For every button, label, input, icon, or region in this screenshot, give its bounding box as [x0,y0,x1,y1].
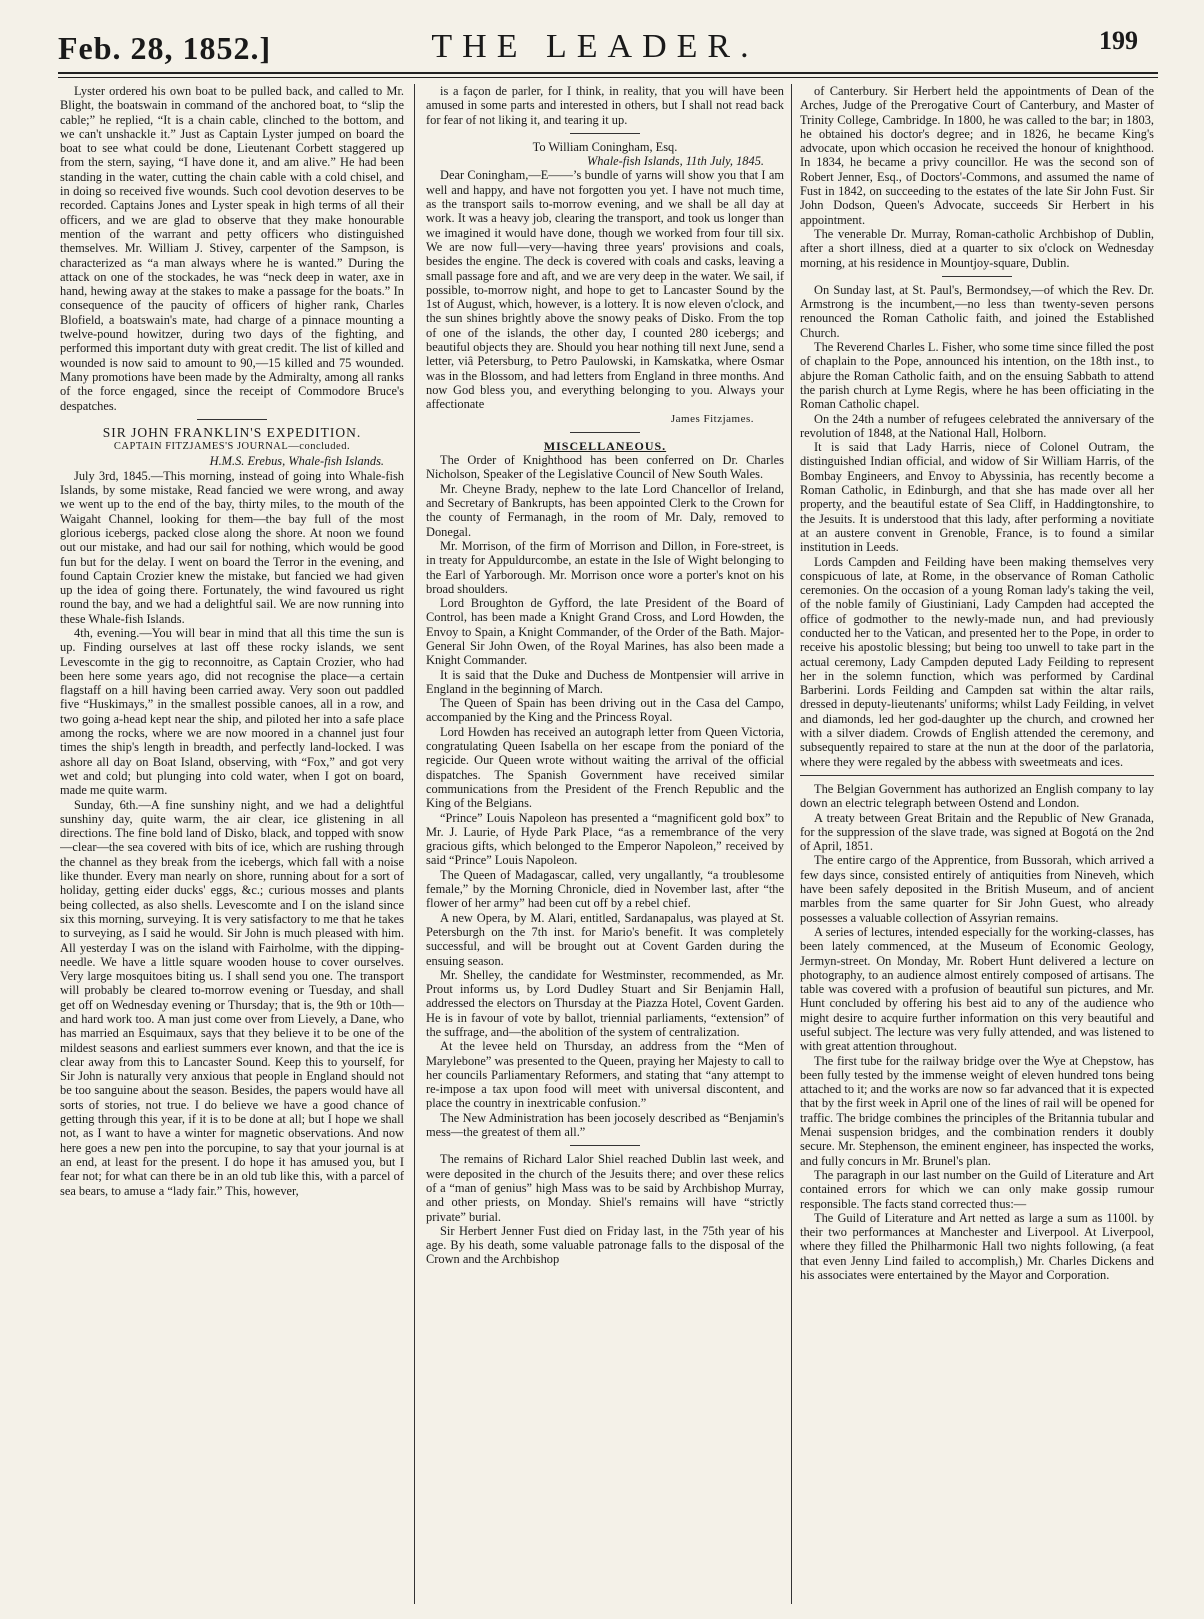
news-item: Lords Campden and Feilding have been making themselves very conspicuous of late, at Rome, in the observance of Roman Catholic ceremonies. On the occasion of a young Roman lady's taking the veil, of the noble family of Giustiniani, Lady Campden had accepted the office of godmother to the newly-made nun, and had previously conducted her to the Vatican, and presented her to the Pope, in order to receive his apostolic blessing; but being too unwell to take part in the actual ceremony, Lady Campden deputed Lady Feilding to represent her in the solemn function, which was performed by Cardinal Barberini. Lords Feilding and Campden sat within the altar rails, dressed in deputy-lieutenants' uniforms; whilst Lady Feilding, in velvet and diamonds, led her god-daughter up the church, and crowned her with a silver diadem. Crowds of English attended the ceremony, and subsequently repaired to stare at the nun at the door of the parlatoria, where they were regaled by the abbess with sweetmeats and ices. [800,554,1154,769]
column-3 [800,84,1154,1604]
issue-date: Feb. 28, 1852.] [58,30,272,66]
article-paragraph: Dear Coningham,—E——’s bundle of yarns will show you that I am well and happy, and have not forgotten you yet. I have not much time, as the transport sails to-morrow evening, and we shall be all day at work. It was a heavy job, clearing the transport, and took us longer than we imagined it would have done, though we worked from four till six. We are now full—very—having three years' provisions and coals, besides the engine. The deck is covered with coals and casks, leaving a small passage fore and aft, and we are very deep in the water. We sail, if possible, to-morrow night, and hope to get to Lancaster Sound by the 1st of August, which, however, is a lottery. It is now eleven o'clock, and the sun shines brightly above the snowy peaks of Disko. From the top of one of the islands, the other day, I counted 280 icebergs; and beautiful objects they are. Should you hear nothing till next June, send a letter, viâ Petersburg, to Petro Paulowski, in Kamskatka, where Osmar was in the Blossom, and had letters from England in three months. And now God bless you, and everything belonging to you. Always your affectionate [426,168,784,412]
column-1 [60,84,404,1604]
news-item: “Prince” Louis Napoleon has presented a “magnificent gold box” to Mr. J. Laurie, of Hyde Park Place, “as a remembrance of the very gracious gifts, which belonged to the Emperor Napoleon,” received by said “Prince” Louis Napoleon. [426,810,784,868]
column-divider [414,84,415,1604]
article-paragraph: is a façon de parler, for I think, in reality, that you will have been amused in some parts and interested in others, but I shall not read back for fear of not liking it, and tearing it up. [426,84,784,127]
news-item: A treaty between Great Britain and the Republic of New Granada, for the suppression of the slave trade, was signed at Bogotá on the 2nd of April, 1851. [800,810,1154,854]
news-item: Lord Broughton de Gyfford, the late President of the Board of Control, has been made a Knight Grand Cross, and Lord Howden, the Envoy to Spain, a Knight Commander, of the Order of the Bath. Major-General Sir John Owen, of the Royal Marines, has also been made a Knight Commander. [426,596,784,668]
news-item: The venerable Dr. Murray, Roman-catholic Archbishop of Dublin, after a short illness, died at a quarter to six o'clock on Wednesday morning, at his residence in Mountjoy-square, Dublin. [800,226,1154,270]
news-item: The entire cargo of the Apprentice, from Bussorah, which arrived a few days since, consisted entirely of antiquities from Nineveh, which have been safely deposited in the British Museum, and of ancient marbles from the same quarter for Sir John Guest, who already possesses a valuable collection of Assyrian remains. [800,853,1154,925]
miscellaneous-heading: MISCELLANEOUS. [543,438,667,453]
article-paragraph: July 3rd, 1845.—This morning, instead of going into Whale-fish Islands, by some mistake, Read fancied we were wrong, and away we went up to the end of the bay, thirty miles, to the mouth of the Waigaht Channel, looking for them—the bay full of the most glorious icebergs, packed close along the shore. At noon we found out our mistake, and had our sail for nothing, which would be good fun but for the delay. I went on board the Terror in the evening, and found Captain Crozier knew the mistake, but fancied we had given up the idea of going there. Fortunately, the wind favoured us right round the bay, and we had a delightful sail. We are now running into these Whale-fish Islands. [60,468,404,626]
news-item: The paragraph in our last number on the Guild of Literature and Art contained errors for which we can only make gossip rumour responsible. The facts stand corrected thus:— [800,1167,1154,1211]
section-separator [800,775,1154,776]
newspaper-title: THE LEADER. [431,28,759,65]
news-item: Mr. Morrison, of the firm of Morrison and Dillon, in Fore-street, is in treaty for Appuldurcombe, an estate in the Isle of Wight belonging to the Earl of Yarborough. Mr. Morrison once wore a porter's knot on his broad shoulders. [426,538,784,596]
news-item: The Order of Knighthood has been conferred on Dr. Charles Nicholson, Speaker of the Legislative Council of New South Wales. [426,453,784,482]
article-subheading: CAPTAIN FITZJAMES'S JOURNAL—concluded. [113,441,351,453]
news-item: The Reverend Charles L. Fisher, who some time since filled the post of chaplain to the Pope, announced his intention, on the 18th inst., to abjure the Roman Catholic faith, and on the ensuing Sabbath to attend the parish church at Lyme Regis, where he has been officiating in the Roman Catholic chapel. [800,340,1154,412]
news-item: At the levee held on Thursday, an address from the “Men of Marylebone” was presented to the Queen, praying her Majesty to call to her councils Parliamentary Reformers, and stating that “any attempt to re-impose a tax upon food will meet with universal discontent, and place the country in inextricable confusion.” [426,1039,784,1111]
news-item: The Queen of Madagascar, called, very ungallantly, “a troublesome female,” by the Morning Chronicle, died in November last, after “the flower of her army” had been cut off by a rebel chief. [426,867,784,911]
article-dateline: H.M.S. Erebus, Whale-fish Islands. [209,454,384,469]
article-paragraph: 4th, evening.—You will bear in mind that all this time the sun is up. Finding ourselves at last off these rocky islands, we sent Levescomte in the gig to reconnoitre, as Captain Crozier, who had been here some years ago, did not recognise the place—a certain flagstaff on a hill having been carried away. Very soon out paddled five “Huskimays,” in the smallest possible canoes, all in a row, and two going a-head kept near the ship, and piloted her into a safe place among the rocks, where we are now moored in a channel just four times the ship's length in breadth, and perfectly land-locked. I was ashore all day on Boat Island, observing, with “Fox,” and got very wet and cold; but plunging into cold water, when I got on board, made me quite warm. [60,625,404,798]
column-divider [791,84,792,1604]
news-item: of Canterbury. Sir Herbert held the appointments of Dean of the Arches, Judge of the Prerogative Court of Canterbury, and Master of Trinity College, Cambridge. In 1800, he was called to the bar; in 1803, he obtained his doctor's degree; and in 1826, he became King's advocate, upon which occasion he received the honour of knighthood. In 1834, he became a privy councillor. He was the second son of Robert Jenner, Esq., of Doctors'-Commons, and assumed the name of Fust in 1842, on succeeding to the estates of the late Sir John Fust. Sir John Dodson, Queen's Advocate, succeeds Sir Herbert in his appointment. [800,84,1154,227]
news-item: The Guild of Literature and Art netted as large a sum as 1100l. by their two performances at Manchester and Liverpool. At Liverpool, where they filled the Philharmonic Hall two nights following, (a feat that even Jenny Lind failed to accomplish,) Mr. Charles Dickens and his associates were entertained by the Mayor and Corporation. [800,1210,1154,1283]
letter-heading: To William Coningham, Esq. [532,139,678,154]
news-item: Lord Howden has received an autograph letter from Queen Victoria, congratulating Queen Isabella on her escape from the poniard of the regicide. Our Queen wrote without waiting the arrival of the official dispatches. The Spanish Government have received similar communications from the President of the French Republic and the King of the Belgians. [426,724,784,811]
news-item: On Sunday last, at St. Paul's, Bermondsey,—of which the Rev. Dr. Armstrong is the incumbent,—no less than twenty-seven persons renounced the Roman Catholic faith, and joined the Established Church. [800,282,1154,340]
masthead [30,20,1160,80]
letter-dateline: Whale-fish Islands, 11th July, 1845. [586,154,764,169]
news-item: On the 24th a number of refugees celebrated the anniversary of the revolution of 1848, at the National Hall, Holborn. [800,411,1154,440]
section-separator [570,432,640,433]
news-item: A new Opera, by M. Alari, entitled, Sardanapalus, was played at St. Petersburgh on the 7th inst. for Mario's benefit. It was completely successful, and will be brought out at Covent Garden during the ensuing season. [426,910,784,968]
news-item: Sir Herbert Jenner Fust died on Friday last, in the 75th year of his age. By his death, some valuable patronage falls to the disposal of the Crown and the Archbishop [426,1223,784,1267]
news-item: Mr. Cheyne Brady, nephew to the late Lord Chancellor of Ireland, and Secretary of Bankrupts, has been appointed Clerk to the Crown for the county of Fermanagh, in the room of Mr. Daly, removed to Donegal. [426,481,784,539]
news-item: Mr. Shelley, the candidate for Westminster, recommended, as Mr. Prout informs us, by Lord Dudley Stuart and Sir Benjamin Hall, addressed the electors on Thursday at the Piazza Hotel, Covent Garden. He is in favour of vote by ballot, triennial parliaments, “extension” of the suffrage, and—the abolition of the system of centralization. [426,967,784,1039]
section-separator [197,419,267,420]
news-item: The Belgian Government has authorized an English company to lay down an electric telegraph between Ostend and London. [800,781,1154,811]
letter-signature: James Fitzjames. [670,412,754,425]
column-2 [426,84,784,1604]
page-number: 199 [1099,26,1138,55]
section-separator [942,276,1012,277]
news-item: A series of lectures, intended especially for the working-classes, has been lately commenced, at the Museum of Economic Geology, Jermyn-street. On Monday, Mr. Robert Hunt delivered a lecture on photography, to an audience almost entirely composed of artisans. The table was covered with a profusion of beautiful sun pictures, and Mr. Hunt concluded by offering his best aid to any of the audience who might desire to acquire further information on this very beautiful and useful subject. The lecture was very fully attended, and was listened to with great attention throughout. [800,924,1154,1054]
news-item: The remains of Richard Lalor Shiel reached Dublin last week, and were deposited in the church of the Jesuits there; and over these relics of a “man of genius” high Mass was to be said by Archbishop Murray, and other priests, on Monday. Shiel's remains will have “strictly private” burial. [426,1152,784,1224]
section-separator [570,133,640,134]
news-item: The first tube for the railway bridge over the Wye at Chepstow, has been fully tested by the immense weight of eleven hundred tons being attached to it; and the works are now so far advanced that it is expected that by the first week in April one of the lines of rail will be opened for traffic. The bridge combines the principles of the Britannia tubular and Menai suspension bridges, and the combination renders it doubly secure. Mr. Stephenson, the eminent engineer, has inspected the works, and fully concurs in Mr. Brunel's plan. [800,1053,1154,1168]
news-item: The New Administration has been jocosely described as “Benjamin's mess—the greatest of them all.” [426,1110,784,1140]
article-heading: SIR JOHN FRANKLIN'S EXPEDITION. [102,424,362,440]
article-paragraph: Sunday, 6th.—A fine sunshiny night, and we had a delightful sunshiny day, quite warm, the air clear, ice glistening in all directions. The fine bold land of Disko, black, and topped with snow—clear—the sea covered with bits of ice, which are rushing through the channel as they break from the icebergs, which fall with a noise like thunder. Every man nearly on shore, running about for a sort of holiday, getting eider ducks' eggs, &c.; curious mosses and plants being collected, as also shells. Levescomte and I on the island since six this morning, surveying. It is very satisfactory to me that he takes to surveying, as I said he would. Sir John is much pleased with him. All yesterday I was on the island with Fairholme, with the dipping-needle. We have a little square wooden house to cover ourselves. Very large mosquitoes biting us. I shall send you one. The transport will probably be cleared to-morrow evening or Tuesday, and shall get off on Wednesday evening or Thursday; that is, the 9th or 10th—and hard work too. A man just come over from Lievely, a Dane, who has married an Esquimaux, says that they believe it to be one of the mildest seasons and earliest summers ever known, and that the ice is clear away from this to Lancaster Sound. Keep this to yourself, for Sir John is naturally very anxious that people in England should not be too sanguine about the season. Besides, the papers would have all sorts of stories, not true. I do believe we have a good chance of getting through this year, if it is to be done at all; but I hope we shall not, as I want to have a winter for magnetic observations. And now here goes a new pen into the porcupine, to say that your journal is at an end, at least for the present. I do hope it has amused you, but I fear not; for what can there be in an old tub like this, with a parcel of sea bears, to amuse a “lady fair.” This, however, [60,797,404,1198]
news-item: The Queen of Spain has been driving out in the Casa del Campo, accompanied by the King and the Princess Royal. [426,696,784,725]
news-item: It is said that Lady Harris, niece of Colonel Outram, the distinguished Indian official, and widow of Sir William Harris, of the Bombay Engineers, and Envoy to Abyssinia, has recently become a Roman Catholic, in Edinburgh, and that she has made over all her property, and the beautiful estate of Sea Cliff, in Haddingtonshire, to the Jesuits. It is understood that this lady, after performing a novitiate at an austere convent in Grenoble, France, is to found a similar institution in Leeds. [800,440,1154,555]
section-separator [570,1145,640,1146]
masthead-rule [58,72,1158,74]
masthead-rule-thin [58,77,1158,78]
article-paragraph: Lyster ordered his own boat to be pulled back, and called to Mr. Blight, the boatswain in command of the anchored boat, to “slip the cable;” he replied, “It is a chain cable, clinched to the bottom, and we can't unshackle it.” Just as Captain Lyster jumped on board the boat to see what could be done, Lieutenant Corbett staggered up from the stern, saying, “I have done it, and am alive.” He had been standing in the water, cutting the chain cable with a cold chisel, and in doing so received five wounds. Such cool devotion deserves to be recorded. Captains Jones and Lyster speak in high terms of all their officers, and we are glad to observe that they make honourable mention of the warrant and petty officers who distinguished themselves. Mr. William J. Stivey, carpenter of the Sampson, is characterized as “a man always where he is wanted.” During the attack on one of the stockades, he was “neck deep in water, axe in hand, hewing away at the stakes to make a passage for the boats.” In consequence of the paucity of officers of higher rank, Charles Blofield, a boatswain's mate, had charge of a pinnace mounting a twelve-pound howitzer, during two days of the fighting, and performed this important duty with great credit. The list of killed and wounded is now said to amount to 90,—15 killed and 75 wounded. Many promotions have been made by the Admiralty, among all ranks of the force engaged, since the receipt of Commodore Bruce's despatches. [60,84,404,413]
news-item: It is said that the Duke and Duchess de Montpensier will arrive in England in the beginning of March. [426,667,784,696]
